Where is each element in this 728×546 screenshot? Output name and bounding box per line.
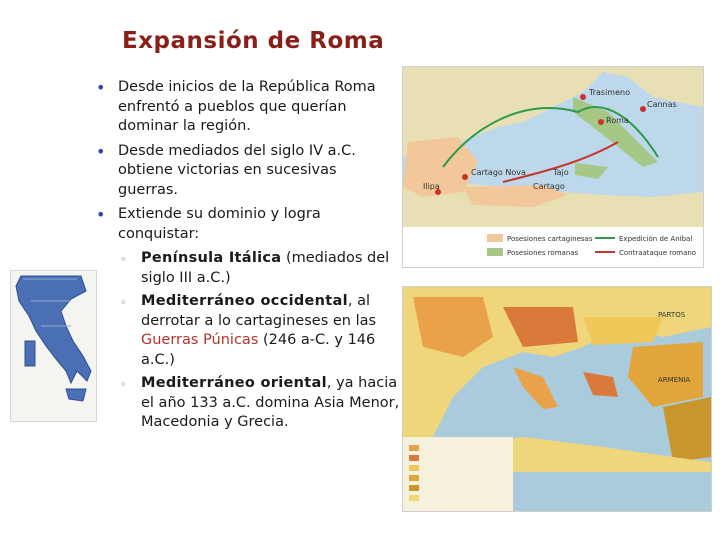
sub-bullet-item [96,374,401,433]
battle-marker [580,94,586,100]
legend-swatch [409,465,419,471]
map-label: Tajo [553,168,569,177]
legend-panel [403,437,513,511]
bullet-item [96,78,401,137]
legend-swatch [409,445,419,451]
legend-swatch [409,475,419,481]
dacia [583,317,663,345]
sub-bullet-ring-icon: ◦ [120,253,127,266]
bullet-text: Desde inicios de la República Roma enfrentó a pueblos que querían dominar la región. [118,79,376,134]
sub-bullet-item [96,292,401,370]
sub-bullet-bold: Mediterráneo occidental [141,293,348,309]
legend-swatch [409,495,419,501]
bullet-item [96,205,401,244]
roman-empire-map [402,286,712,512]
map-label: Ilipa [423,182,440,191]
bullet-dot-icon: • [96,205,106,224]
sub-bullet-text-2: (246 a-C. y 146 a.C.) [141,332,376,368]
sub-bullet-ring-icon: ◦ [120,296,127,309]
map-label: Cartago Nova [471,168,526,177]
map-label: ARMENIA [658,376,691,384]
legend-label: Posesiones romanas [507,249,579,257]
sub-bullet-ring-icon: ◦ [120,378,127,391]
map-label: Cannas [647,100,677,109]
sub-bullet-text: (mediados del siglo III a.C.) [141,250,390,286]
legend-panel [403,227,703,267]
legend-swatch [409,485,419,491]
battle-marker [598,119,604,125]
sicily-shape [66,389,86,401]
sub-bullet-text: , ya hacia el año 133 a.C. domina Asia Menor, Macedonia y Grecia. [141,375,400,430]
battle-marker [462,174,468,180]
page-title: Expansión de Roma [122,28,385,54]
italy-map [10,270,97,422]
sub-bullet-bold: Mediterráneo oriental [141,375,327,391]
sardinia-shape [25,341,35,366]
legend-swatch-carthaginian [487,234,503,242]
sub-bullet-text: , al derrotar a lo cartagineses en las [141,293,377,329]
sub-bullet-bold: Península Itálica [141,250,282,266]
map-label: Cartago [533,182,565,191]
legend-swatch-roman [487,248,503,256]
legend-label: Expedición de Aníbal [619,235,693,243]
legend-swatch [409,455,419,461]
bullet-item [96,142,401,201]
legend-label: Posesiones cartaginesas [507,235,593,243]
bullet-dot-icon: • [96,141,106,161]
bullet-dot-icon: • [96,78,106,97]
map-label: Roma [606,116,629,125]
sub-bullet-item [96,249,401,288]
battle-marker [640,106,646,112]
map-label: Trasimeno [589,88,630,97]
punic-wars-map [402,66,704,268]
bullet-text: Extiende su dominio y logra conquistar: [118,206,321,242]
bullet-list [96,78,401,437]
guerras-punicas-link[interactable]: Guerras Púnicas [141,332,259,348]
map-label: PARTOS [658,311,686,319]
legend-label: Contraataque romano [619,249,697,257]
bullet-text: Desde mediados del siglo IV a.C. obtiene victorias en sucesivas guerras. [118,142,356,198]
